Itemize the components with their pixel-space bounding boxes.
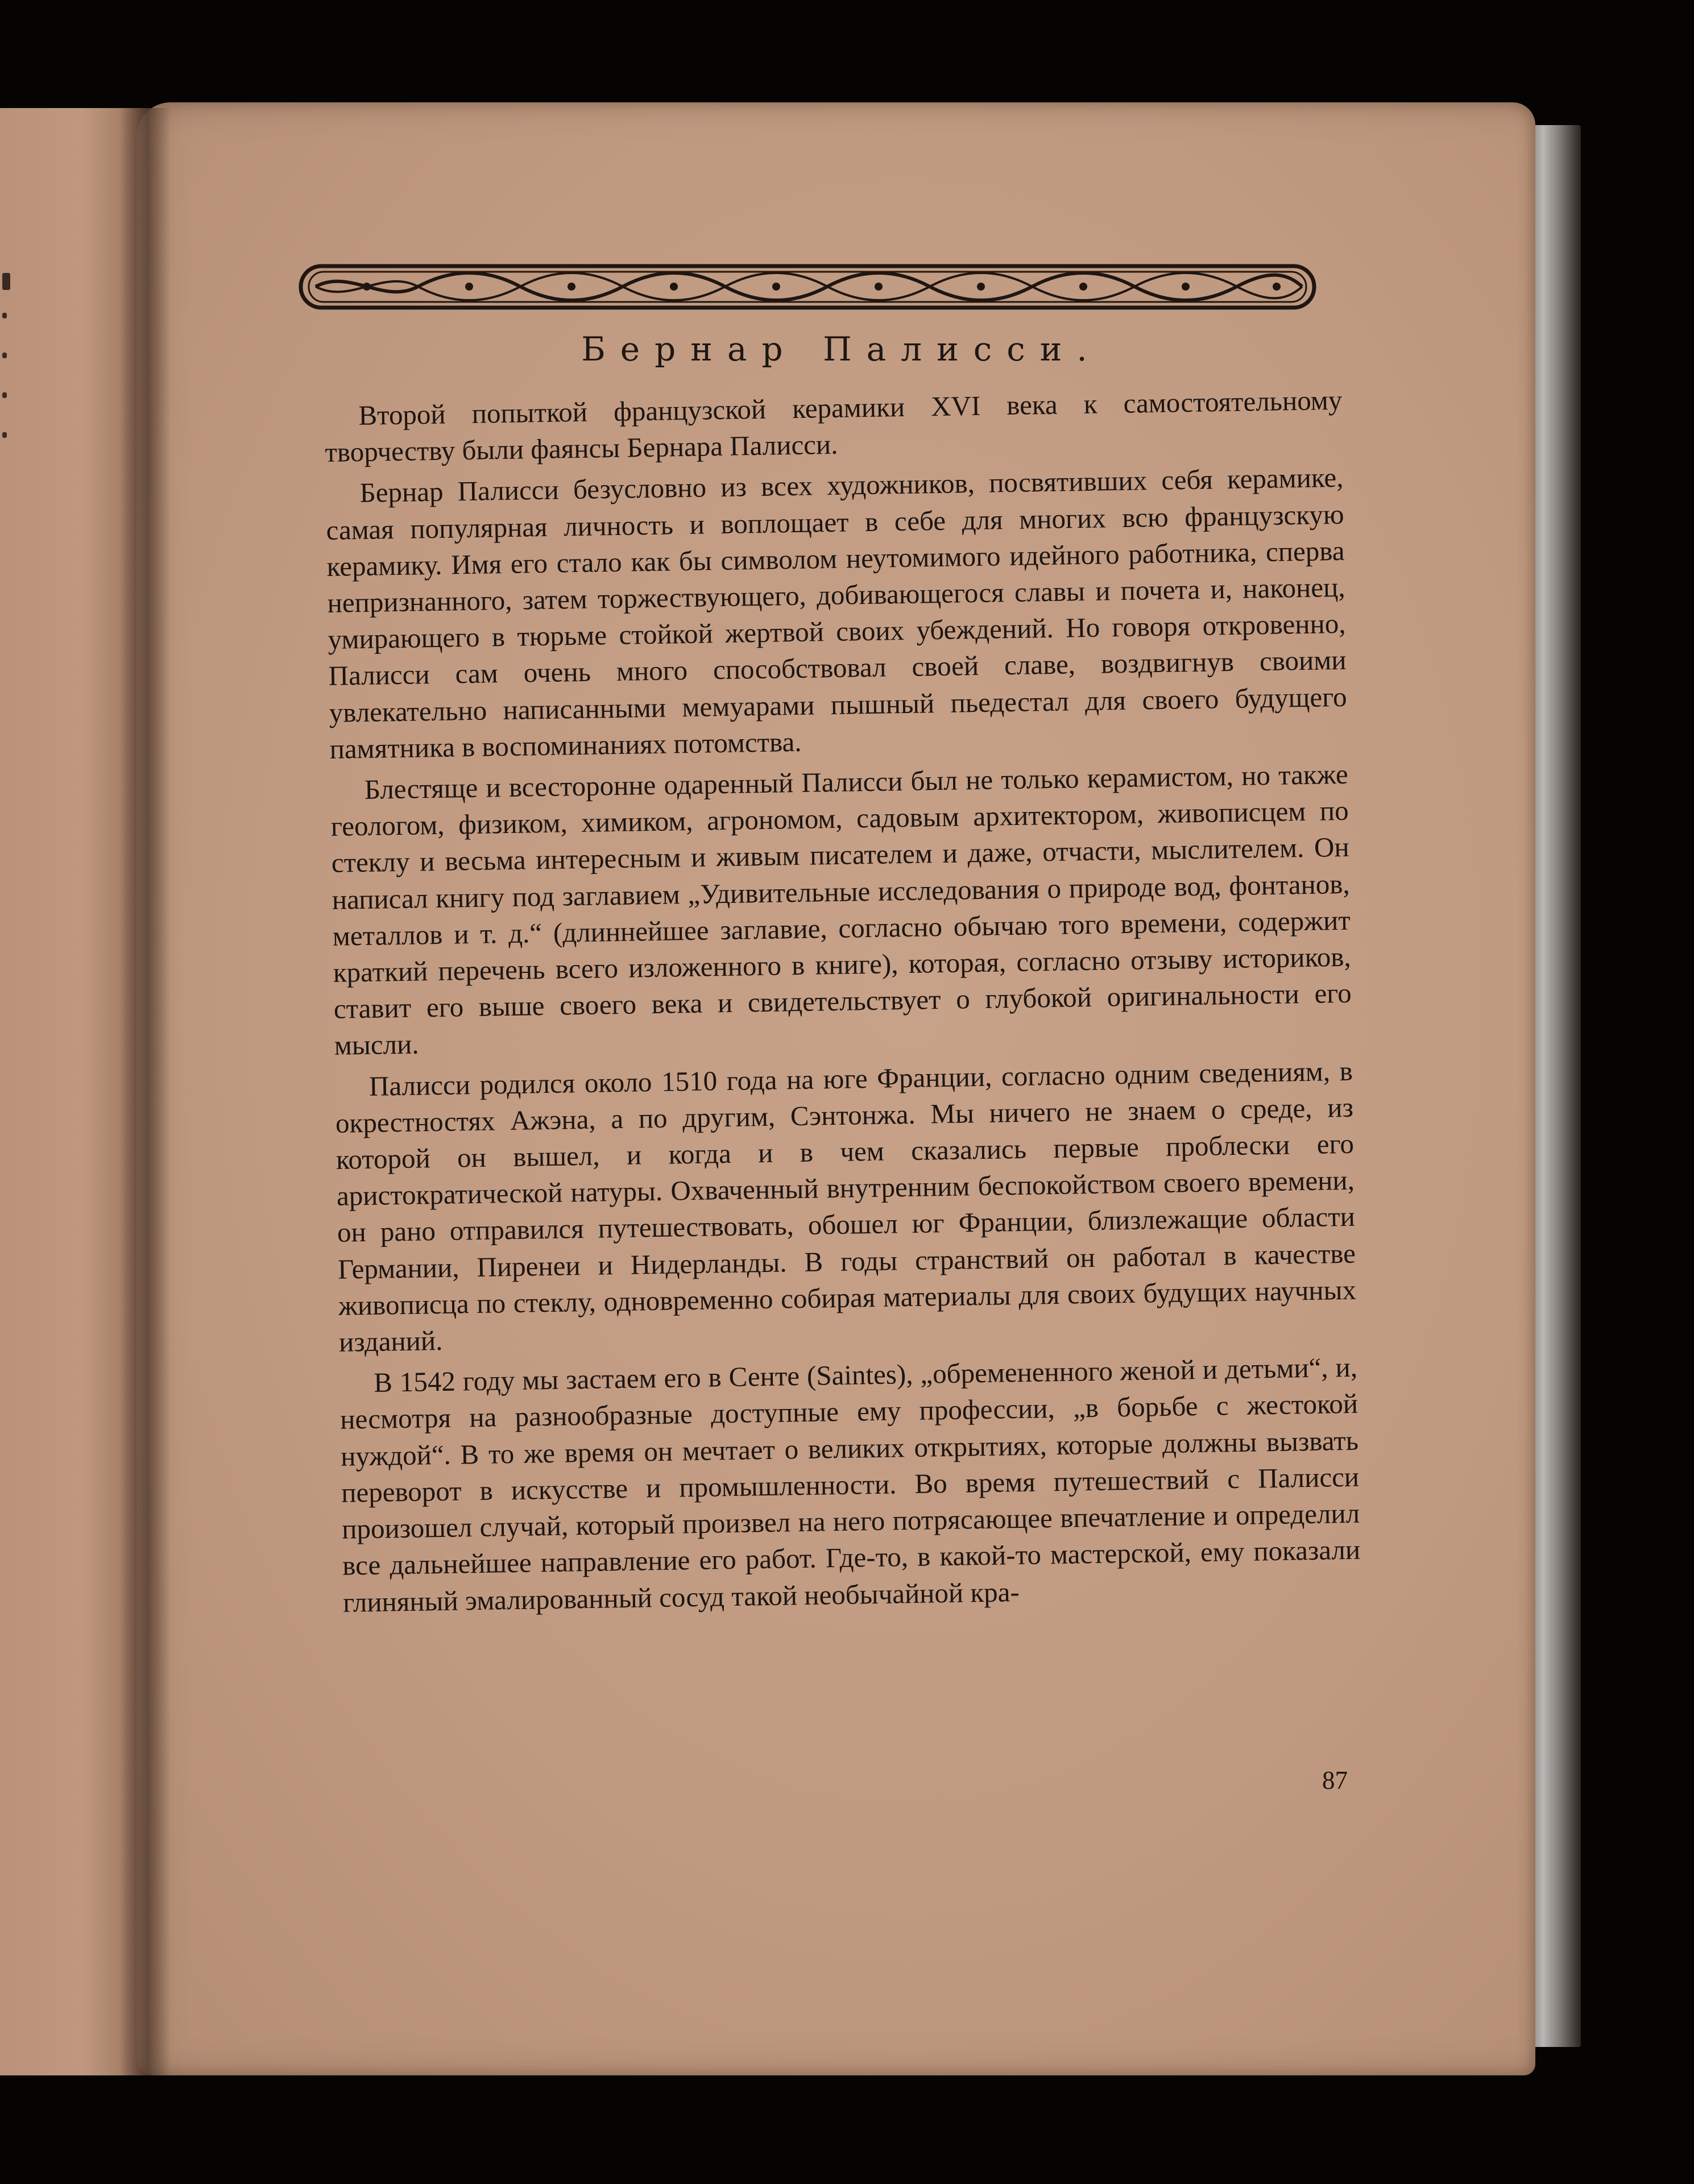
book-gutter-shadow xyxy=(119,108,171,2075)
chapter-title: Бернар Палисси. xyxy=(581,330,1102,368)
decorative-ornament-band xyxy=(299,263,1316,311)
paragraph: Палисси родился около 1510 года на юге Франции, согласно одним сведениям, в окрестностях Ажэна, а по другим, Сэнтонжа. Мы ничего не знаем о среде, из которой он вышел, и когда и в чем сказались первые проблески его аристократической натуры. Охваченный внутренним беспокойством своего времени, он рано отправился путешествовать, обошел юг Франции, близлежащие области Германии, Пиренеи и Нидерланды. В годы странствий он работал в качестве живописца по стеклу, одновременно собирая материалы для своих будущих научных изданий. xyxy=(335,1055,1357,1358)
paragraph: Второй попыткой французской керамики XVI века к самостоятельному творчеству были фаянсы Бернара Палисси. xyxy=(325,384,1343,469)
body-text xyxy=(324,382,1361,1626)
paragraph: Бернар Палисси безусловно из всех художников, посвятивших себя керамике, самая популярная личность и воплощает в себе для многих всю французскую керамику. Имя его стало как бы символом неутомимого идейного работника, сперва непризнанного, затем торжествующего, добивающегося славы и почета и, наконец, умирающего в тюрьме стойкой жертвой своих убеждений. Но говоря откровенно, Палисси сам очень много способствовал своей славе, воздвигнув своими увлекательно написанными мемуарами пышный пьедестал для своего будущего памятника в воспоминаниях потомства. xyxy=(326,462,1347,765)
left-page-text-edge xyxy=(0,273,17,466)
page-number: 87 xyxy=(1322,1766,1348,1795)
paragraph: Блестяще и всесторонне одаренный Палисси был не только керамистом, но также геологом, физиком, химиком, агрономом, садовым архитектором, живописцем по стеклу и весьма интересным и живым писателем и даже, отчасти, мыслителем. Он написал книгу под заглавием „Удивительные исследования о природе вод, фонтанов, металлов и т. д.“ (длиннейшее заглавие, согласно обычаю того времени, содержит краткий перечень всего изложенного в книге), которая, согласно отзыву историков, ставит его выше своего века и свидетельствует о глубокой оригинальности его мысли. xyxy=(330,758,1352,1062)
paragraph: В 1542 году мы застаем его в Сенте (Saintes), „обремененного женой и детьми“, и, несмотря на разнообразные доступные ему профессии, „в борьбе с жестокой нуждой“. В то же время он мечтает о великих открытиях, которые должны вызвать переворот в искусстве и промышленности. Во время путешествий с Палисси произошел случай, который произвел на него потрясающее впечатление и определил все дальнейшее направление его работ. Где-то, в какой-то мастерской, ему показали глиняный эмалированный сосуд такой необычайной кра- xyxy=(339,1351,1361,1618)
